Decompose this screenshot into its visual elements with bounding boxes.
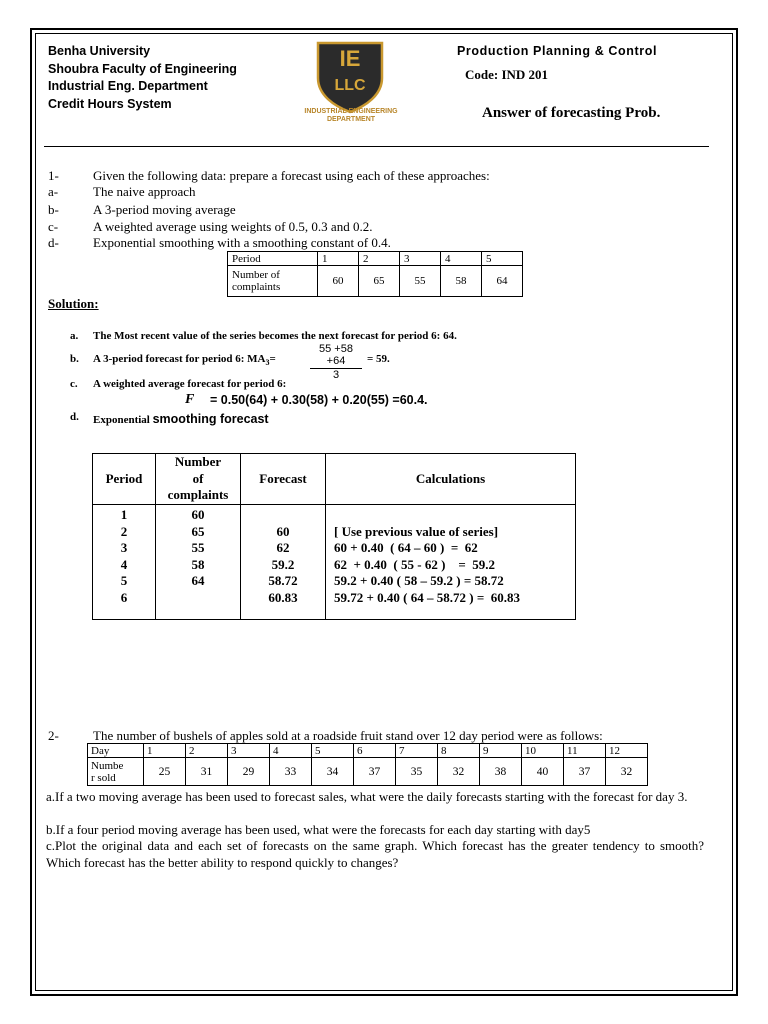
solution-d-text-part2: smoothing forecast xyxy=(152,412,269,426)
solution-c-label: c. xyxy=(70,378,78,390)
cell-calculation: 62 + 0.40 ( 55 - 62 ) = 59.2 xyxy=(334,556,496,572)
apples-sold-table xyxy=(87,743,648,786)
table-cell: 32 xyxy=(606,758,648,786)
logo-text-line-1: INDUSTRIAL ENGINEERING xyxy=(304,108,398,115)
cell-complaints: 58 xyxy=(191,556,205,572)
header-line: Number xyxy=(174,454,222,470)
cell-forecast: 60.83 xyxy=(268,589,298,605)
course-title: Production Planning & Control xyxy=(457,44,658,58)
formula-variable: F xyxy=(185,392,195,407)
table-cell: 5 xyxy=(482,252,523,266)
table-row xyxy=(88,744,648,758)
cell-period: 2 xyxy=(120,523,128,539)
cell-period: 6 xyxy=(120,589,128,605)
table-cell: 32 xyxy=(438,758,480,786)
header-line: complaints xyxy=(232,281,281,293)
table-cell: 2 xyxy=(186,744,228,758)
solution-c-text: A weighted average forecast for period 6: xyxy=(93,378,287,390)
table-cell: 64 xyxy=(482,266,523,297)
header-line: Numbe xyxy=(91,759,124,772)
cell-calculation: 59.2 + 0.40 ( 58 – 59.2 ) = 58.72 xyxy=(334,573,504,588)
problem1-intro: Given the following data: prepare a forecast using each of these approaches: xyxy=(93,168,490,183)
header-line: complaints xyxy=(167,487,229,503)
solution-b-prefix: A 3-period forecast for period 6: MA xyxy=(93,353,266,365)
credit-system: Credit Hours System xyxy=(48,96,172,111)
problem1-item-a: The naive approach xyxy=(93,184,196,199)
cell-complaints: 64 xyxy=(191,573,205,588)
table-cell: 12 xyxy=(606,744,648,758)
forecast-column xyxy=(241,505,326,620)
cell-calculation: 60 + 0.40 ( 64 – 60 ) = 62 xyxy=(334,540,478,555)
cell-forecast xyxy=(241,507,325,524)
cell-calculation: [ Use previous value of series] xyxy=(334,523,499,539)
problem1-number: 1- xyxy=(48,168,59,183)
university-name: Benha University xyxy=(48,44,151,58)
table-cell: 2 xyxy=(359,252,400,266)
university-info xyxy=(48,43,237,113)
period-column xyxy=(93,505,156,620)
department-name: Industrial Eng. Department xyxy=(48,79,208,93)
solution-heading: Solution: xyxy=(48,296,99,311)
table-cell: 3 xyxy=(400,252,441,266)
table-cell: 6 xyxy=(354,744,396,758)
problem1-item-b: A 3-period moving average xyxy=(93,202,236,217)
solution-a-text: The Most recent value of the series becomes the next forecast for period 6: 64. xyxy=(93,330,457,342)
problem2-part-b: b.If a four period moving average has been used, what were the forecasts for each day starting with day5 xyxy=(46,822,591,837)
table-cell: 37 xyxy=(564,758,606,786)
table-row xyxy=(93,505,576,620)
table-header-cell xyxy=(228,266,318,297)
table-row xyxy=(88,758,648,786)
table-cell: 33 xyxy=(270,758,312,786)
table-cell: 4 xyxy=(270,744,312,758)
table-cell: 37 xyxy=(354,758,396,786)
cell-period: 3 xyxy=(120,540,128,555)
problem1-item-d-label: d- xyxy=(48,235,59,250)
cell-complaints: 65 xyxy=(191,523,205,539)
table-header-cell xyxy=(88,758,144,786)
table-cell: 11 xyxy=(564,744,606,758)
header-calculations: Calculations xyxy=(326,454,576,505)
calculations-column xyxy=(326,505,576,620)
table-cell: 8 xyxy=(438,744,480,758)
header-line: r sold xyxy=(91,771,116,784)
table-cell: 31 xyxy=(186,758,228,786)
table-row xyxy=(228,252,523,266)
solution-d-text-part1: Exponential xyxy=(93,414,153,426)
solution-b-equals: = xyxy=(269,353,276,365)
table-header-cell: Day xyxy=(88,744,144,758)
problem2-intro: The number of bushels of apples sold at a roadside fruit stand over 12 day period were as follows: xyxy=(93,728,603,743)
document-title: Answer of forecasting Prob. xyxy=(482,105,661,121)
solution-d-text xyxy=(93,410,269,428)
table-cell: 1 xyxy=(318,252,359,266)
problem1-item-c: A weighted average using weights of 0.5, 0.3 and 0.2. xyxy=(93,219,373,234)
moving-average-fraction xyxy=(310,343,362,381)
header-line: Number of xyxy=(232,269,280,281)
table-cell: 65 xyxy=(359,266,400,297)
table-cell: 1 xyxy=(144,744,186,758)
weighted-average-formula: = 0.50(64) + 0.30(58) + 0.20(55) =60.4. xyxy=(210,393,428,407)
table-row xyxy=(228,266,523,297)
solution-b-subscript: 3 xyxy=(265,358,270,368)
table-cell: 10 xyxy=(522,744,564,758)
problem2-part-a: a.If a two moving average has been used to forecast sales, what were the daily forecasts starting with the forecast for day 3. xyxy=(46,789,688,804)
logo-letters-top: IE xyxy=(339,46,361,71)
department-logo xyxy=(296,40,406,128)
problem2-number: 2- xyxy=(48,728,59,743)
problem1-item-c-label: c- xyxy=(48,219,59,234)
cell-forecast: 58.72 xyxy=(268,573,298,588)
header-line: of xyxy=(192,470,204,486)
cell-forecast: 60 xyxy=(276,523,290,539)
table-header-row xyxy=(93,454,576,505)
problem1-item-a-label: a- xyxy=(48,184,59,199)
cell-calculation xyxy=(334,507,575,524)
cell-forecast: 59.2 xyxy=(271,556,295,572)
course-code: Code: IND 201 xyxy=(465,67,549,82)
table-cell: 34 xyxy=(312,758,354,786)
solution-a-label: a. xyxy=(70,330,79,342)
table-cell: 40 xyxy=(522,758,564,786)
exponential-smoothing-table xyxy=(92,453,576,620)
logo-text-line-2: DEPARTMENT xyxy=(326,116,376,123)
table-cell: 60 xyxy=(318,266,359,297)
table-cell: 4 xyxy=(441,252,482,266)
faculty-name: Shoubra Faculty of Engineering xyxy=(48,61,237,76)
header-complaints xyxy=(156,454,241,505)
cell-complaints: 60 xyxy=(191,507,205,522)
table-cell: 35 xyxy=(396,758,438,786)
header-period: Period xyxy=(93,454,156,505)
logo-letters-bottom: LLC xyxy=(334,77,366,94)
fraction-denominator: 3 xyxy=(332,369,340,381)
header-divider xyxy=(44,146,709,147)
solution-b-label: b. xyxy=(70,353,79,365)
solution-b-text xyxy=(93,353,276,367)
table-cell: 5 xyxy=(312,744,354,758)
table-cell: 55 xyxy=(400,266,441,297)
table-cell: 29 xyxy=(228,758,270,786)
cell-period: 1 xyxy=(120,507,128,522)
table-cell: 9 xyxy=(480,744,522,758)
cell-period: 5 xyxy=(120,573,128,588)
table-cell: 7 xyxy=(396,744,438,758)
table-header-cell: Period xyxy=(228,252,318,266)
table-cell: 3 xyxy=(228,744,270,758)
problem1-item-d: Exponential smoothing with a smoothing constant of 0.4. xyxy=(93,235,391,250)
table-cell: 25 xyxy=(144,758,186,786)
solution-d-label: d. xyxy=(70,411,79,423)
cell-complaints xyxy=(156,590,240,607)
problem2-part-c: c.Plot the original data and each set of forecasts on the same graph. Which forecast has the greater tendency to smooth? Which forecast has the better ability to respond quickly to changes? xyxy=(46,838,704,870)
cell-complaints: 55 xyxy=(191,540,205,555)
problem1-item-b-label: b- xyxy=(48,202,59,217)
table-cell: 58 xyxy=(441,266,482,297)
cell-period: 4 xyxy=(120,556,128,572)
solution-b-result: = 59. xyxy=(367,353,390,365)
complaints-data-table xyxy=(227,251,523,297)
cell-forecast: 62 xyxy=(276,540,290,555)
fraction-numerator: 55 +58 +64 xyxy=(310,343,362,369)
cell-calculation: 59.72 + 0.40 ( 64 – 58.72 ) = 60.83 xyxy=(334,589,520,605)
header-forecast: Forecast xyxy=(241,454,326,505)
complaints-column xyxy=(156,505,241,620)
table-cell: 38 xyxy=(480,758,522,786)
